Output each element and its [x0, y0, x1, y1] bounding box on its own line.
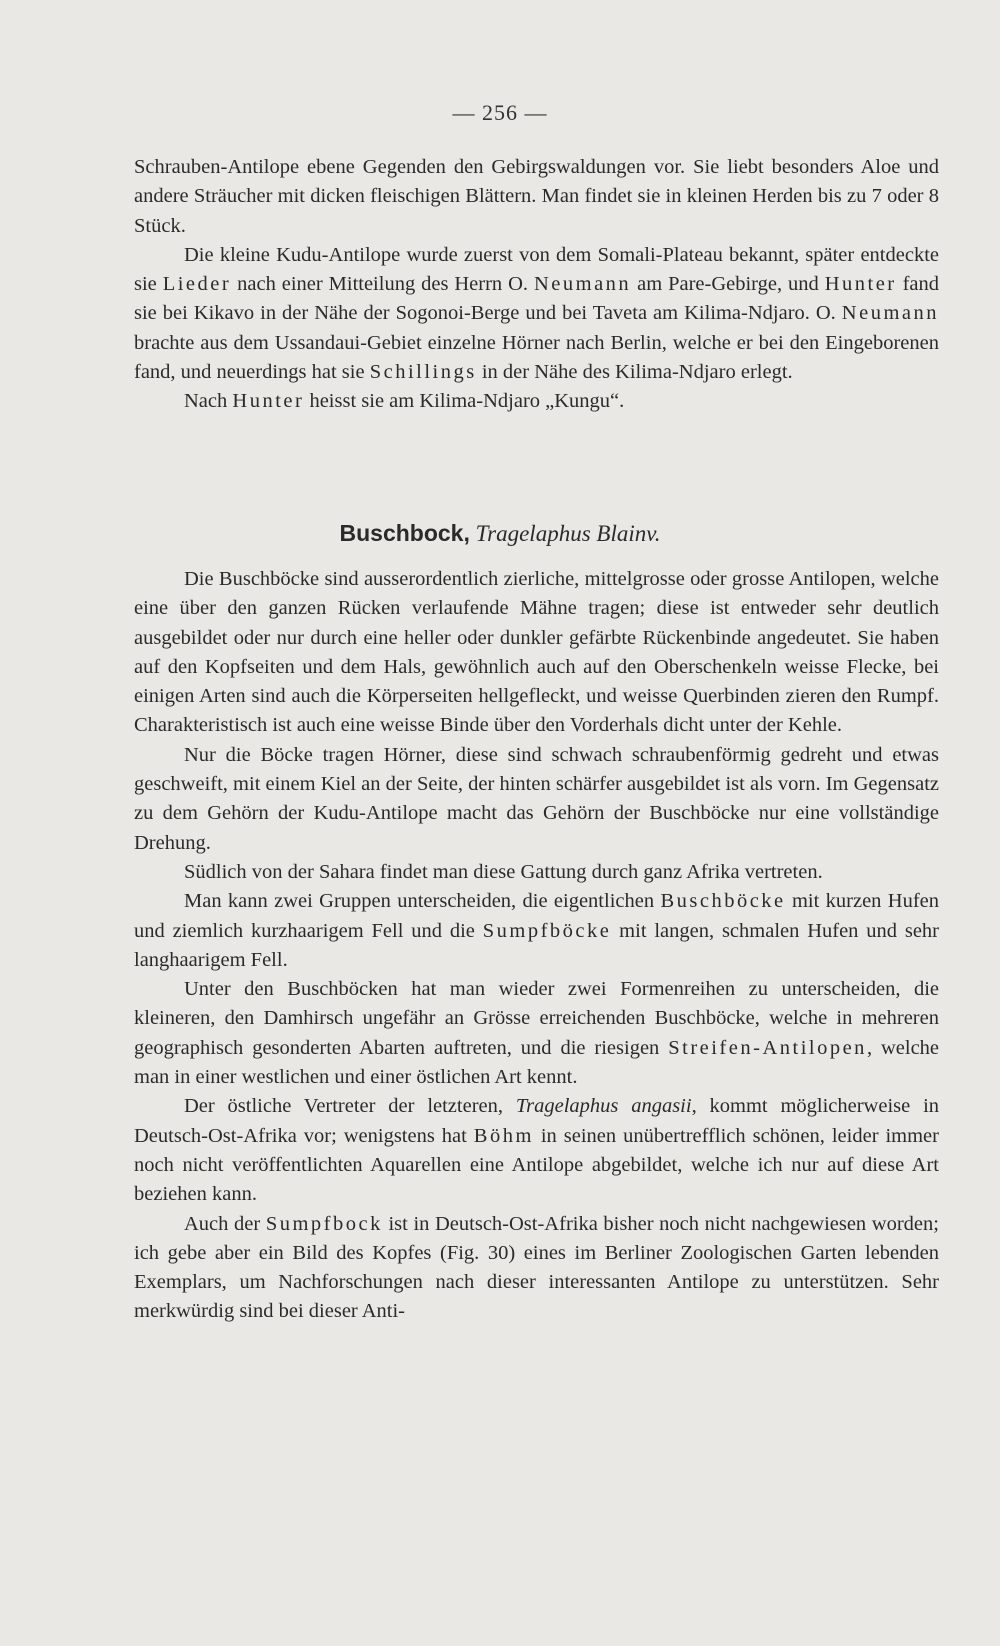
- author-name: Lieder: [162, 273, 232, 296]
- text-run: , kommt möglicherweise in Deutsch-Ost-Afrika vor; wenigstens hat: [134, 1095, 940, 1147]
- page-number: — 256 —: [452, 100, 548, 125]
- paragraph-horns: Nur die Böcke tragen Hörner, diese sind schwach schraubenförmig gedreht und etwas geschweift, mit einem Kiel an der Seite, der hinten schärfer ausgebildet ist als vorn. Im Gegensatz zu dem Gehörn der Kudu-Antilope macht das Gehörn der Buschböcke nur eine vollständige Drehung.: [134, 743, 939, 854]
- paragraph-continuation: Schrauben-Antilope ebene Gegenden den Gebirgswaldungen vor. Sie liebt besonders Aloe und andere Sträucher mit dicken fleischigen Blättern. Man findet sie in kleinen Herden bis zu 7 oder 8 Stück.: [134, 156, 939, 237]
- author-name: Böhm: [473, 1124, 534, 1147]
- text-run: Nach: [184, 390, 233, 413]
- author-name: Hunter: [824, 273, 897, 296]
- text-run: in der Nähe des Kilima-Ndjaro erlegt.: [476, 361, 793, 384]
- text-run: mit kurzen Hufen und ziemlich kurzhaarigem Fell und die: [134, 890, 940, 942]
- text-run: fand sie bei Kikavo in der Nähe der Sogonoi-Berge und bei Taveta am Kilima-Ndjaro. O.: [134, 273, 939, 325]
- text-run: mit langen, schmalen Hufen und sehr langhaarigem Fell.: [134, 919, 939, 971]
- paragraph-distribution: Südlich von der Sahara findet man diese Gattung durch ganz Afrika vertreten.: [184, 860, 823, 883]
- text-run: am Pare-Gebirge, und: [631, 273, 825, 296]
- text-run: Auch der: [184, 1212, 266, 1235]
- text-run: Der östliche Vertreter der letzteren,: [184, 1095, 516, 1118]
- paragraph-groups: [134, 887, 939, 975]
- paragraph-description: Die Buschböcke sind ausserordentlich zierliche, mittelgrosse oder grosse Antilopen, welche eine über den ganzen Rücken verlaufende Mähne tragen; diese ist entweder sehr deutlich ausgebildet oder nur durch eine heller oder dunkler gefärbte Rückenbinde angedeutet. Sie haben auf den Kopfseiten und dem Hals, gewöhnlich auch auf den Oberschenkeln weisse Flecke, bei einigen Arten sind auch die Körperseiten hellgefleckt, und weisse Querbinden zieren den Rumpf. Charakteristisch ist auch eine weisse Binde über den Vorderhals dicht unter der Kehle.: [134, 568, 939, 737]
- text-run: Die kleine Kudu-Antilope wurde zuerst von dem Somali-Plateau bekannt, später entdeckte sie: [134, 243, 939, 296]
- group-name: Sumpfböcke: [482, 919, 612, 942]
- body-text: [134, 565, 939, 1327]
- text-run: heisst sie am Kilima-Ndjaro „Kungu“.: [304, 390, 625, 413]
- author-name: Hunter: [232, 390, 305, 413]
- text-run: brachte aus dem Ussandaui-Gebiet einzelne Hörner nach Berlin, welche er bei den Eingeborenen fand, und neuerdings hat sie: [134, 331, 939, 384]
- paragraph-kudu: [134, 241, 939, 387]
- section-heading: [0, 520, 1000, 547]
- text-run: nach einer Mitteilung des Herrn O.: [231, 273, 534, 296]
- group-name: Streifen-Antilopen: [668, 1036, 867, 1059]
- author-name: Schillings: [369, 361, 477, 384]
- section-latin-name: Tragelaphus Blainv.: [475, 521, 661, 546]
- paragraph-kungu: [134, 387, 939, 416]
- paragraph-angasii: [134, 1092, 939, 1209]
- author-name: Neumann: [533, 273, 632, 296]
- group-name: Sumpfbock: [265, 1212, 383, 1235]
- author-name: Neumann: [841, 302, 939, 325]
- section-title: Buschbock,: [339, 520, 470, 546]
- group-name: Buschböcke: [660, 890, 786, 913]
- paragraph-sumpfbock: [134, 1210, 939, 1327]
- text-run: in seinen unübertrefflich schönen, leider immer noch nicht veröffentlichten Aquarellen eine Antilope abgebildet, welche ich nur auf diese Art beziehen kann.: [134, 1124, 939, 1206]
- text-run: , welche man in einer westlichen und einer östlichen Art kennt.: [134, 1036, 940, 1089]
- paragraph-formenreihen: [134, 975, 939, 1092]
- text-run: Unter den Buschböcken hat man wieder zwei Formenreihen zu unterscheiden, die kleineren, den Damhirsch ungefähr an Grösse erreichenden Buschböcke, welche in mehreren geographisch gesonderten Abarten auftreten, und die riesigen: [134, 978, 939, 1059]
- intro-text: [134, 153, 939, 417]
- text-run: Man kann zwei Gruppen unterscheiden, die eigentlichen: [184, 890, 661, 913]
- text-run: ist in Deutsch-Ost-Afrika bisher noch nicht nachgewiesen worden; ich gebe aber ein Bild des Kopfes (Fig. 30) eines im Berliner Zoologischen Garten lebenden Exemplars, um Nachforschungen nach dieser interessanten Antilope zu unterstützen. Sehr merkwürdig sind bei dieser Anti-: [134, 1212, 939, 1323]
- species-name: Tragelaphus angasii: [515, 1095, 692, 1118]
